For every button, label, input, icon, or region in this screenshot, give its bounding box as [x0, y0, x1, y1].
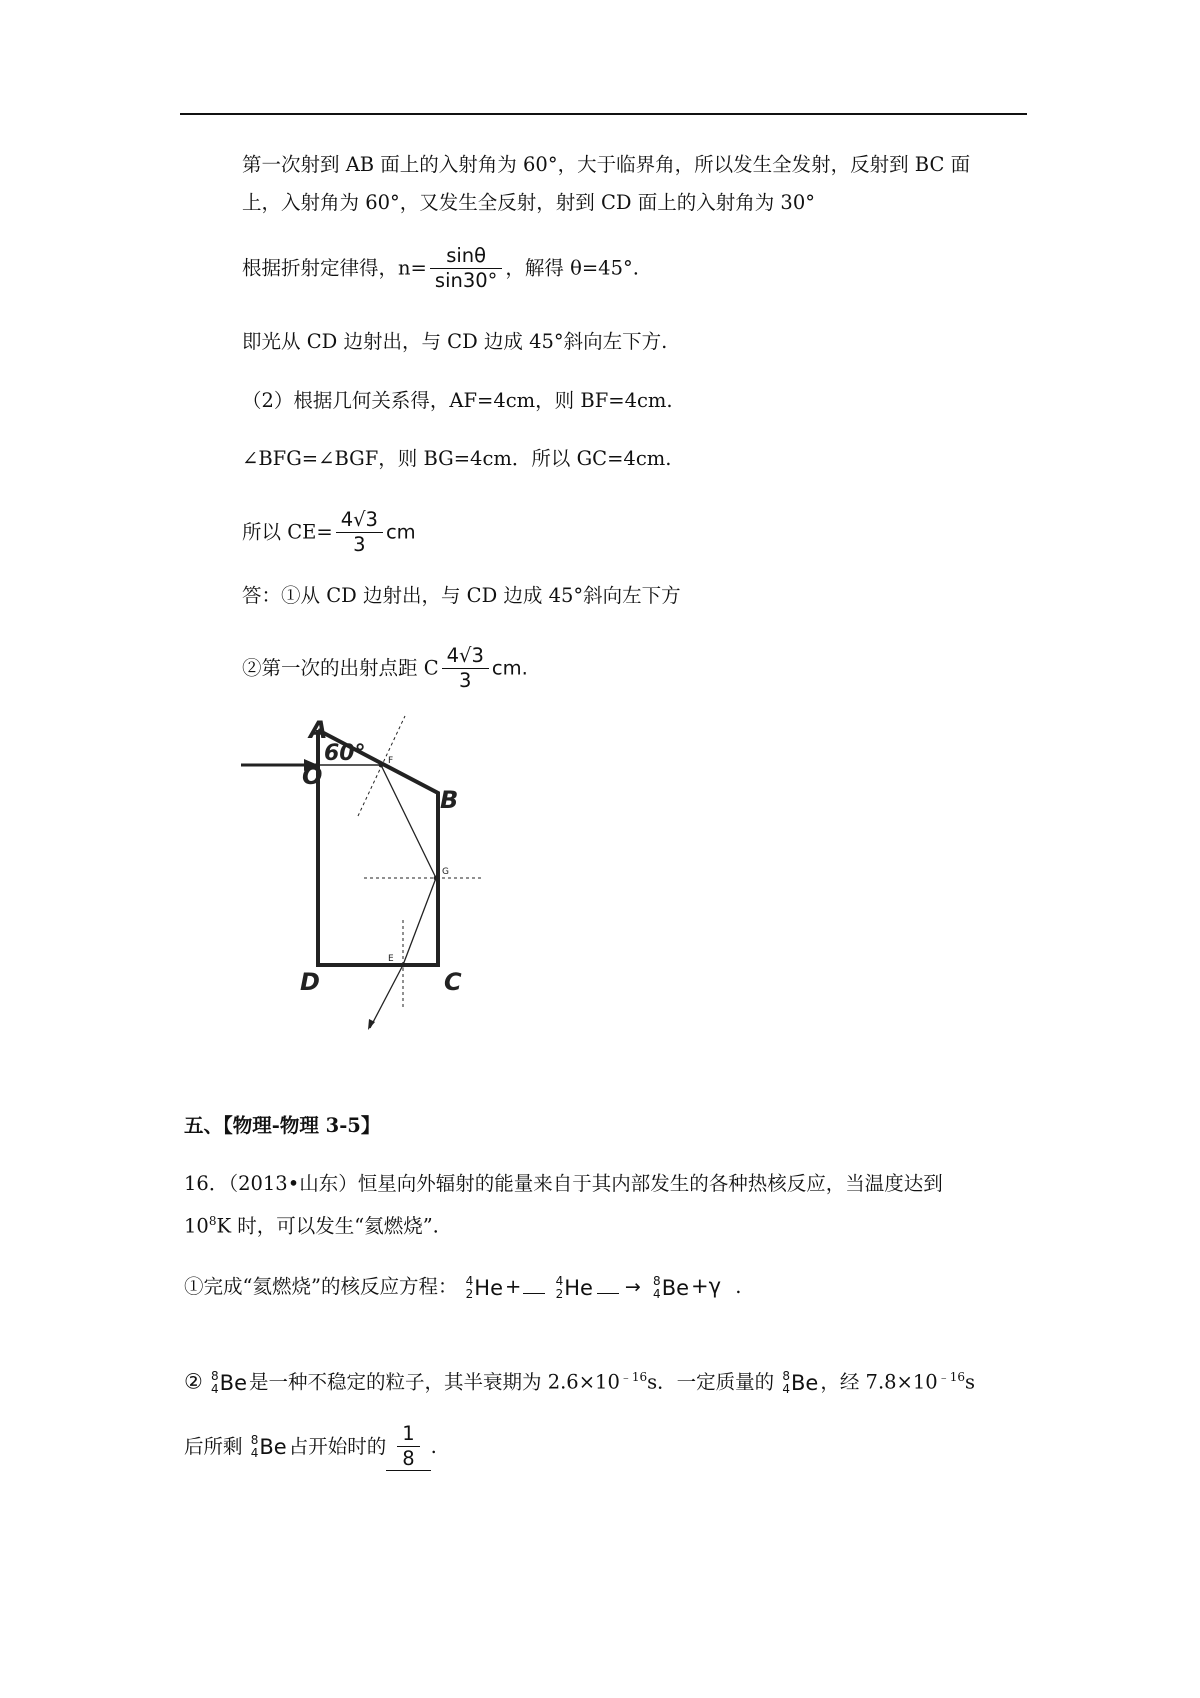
elapsed-time-exponent: ﹣16 [937, 1370, 965, 1384]
prism-diagram [238, 710, 498, 1030]
beryllium-nuclide [211, 1370, 247, 1396]
mass-number: 4 [555, 1273, 564, 1288]
header-rule [180, 113, 1027, 115]
ce-prefix: 所以 CE= [242, 520, 333, 544]
mass-number: 8 [211, 1369, 219, 1383]
point-e [401, 963, 406, 968]
label-d: D [300, 968, 320, 996]
mass-number: 8 [782, 1369, 791, 1383]
label-f: F [388, 756, 394, 766]
point-g [434, 876, 439, 881]
point-f [379, 763, 384, 768]
label-a: A [309, 716, 328, 744]
fraction-denominator: 3 [353, 533, 366, 557]
element-symbol: He [564, 1275, 593, 1300]
element-symbol: Be [661, 1275, 690, 1300]
reaction-equation-line [184, 1273, 741, 1301]
label-e: E [388, 954, 394, 964]
element-symbol: Be [791, 1371, 819, 1395]
beryllium-nuclide [782, 1370, 818, 1396]
answer2-fraction [442, 646, 489, 692]
label-b: B [440, 786, 459, 814]
temperature-base: 10 [184, 1214, 209, 1238]
answer2-unit: cm. [491, 656, 528, 680]
reaction-period: . [735, 1275, 742, 1298]
remaining-prefix: 后所剩 [184, 1434, 243, 1458]
fraction-numerator: 4√3 [336, 510, 383, 533]
beryllium-nuclide [251, 1434, 287, 1460]
remaining-text: 占开始时的 [288, 1434, 387, 1458]
temperature-rest: K 时，可以发生“氦燃烧”. [216, 1214, 439, 1238]
remaining-period: . [430, 1434, 437, 1458]
charge-number: 4 [211, 1382, 219, 1396]
charge-number: 4 [653, 1286, 661, 1301]
solution-line-5: ∠BFG=∠BGF，则 BG=4cm．所以 GC=4cm. [242, 447, 672, 470]
question-16-line-2 [184, 1208, 439, 1240]
solution-line-1: 第一次射到 AB 面上的入射角为 60°，大于临界角，所以发生全发射，反射到 BC 面 [242, 153, 971, 176]
gamma-term: +γ [691, 1274, 722, 1298]
refraction-suffix: ，解得 θ=45°. [505, 256, 639, 280]
helium-nuclide-2 [556, 1275, 593, 1301]
remaining-fraction-answer [386, 1424, 430, 1471]
label-g: G [442, 867, 449, 877]
fraction-numerator: 4√3 [442, 646, 489, 669]
elapsed-time-unit: s [965, 1370, 976, 1394]
angle-label: 60° [324, 741, 366, 766]
remaining-fraction-line [184, 1424, 437, 1471]
answer-line-2 [242, 646, 528, 692]
beryllium-nuclide [653, 1275, 689, 1301]
solution-line-4: （2）根据几何关系得，AF=4cm，则 BF=4cm. [242, 389, 673, 412]
ray-f-to-g [381, 765, 436, 878]
mass-number: 8 [250, 1433, 259, 1448]
helium-nuclide-1 [466, 1275, 503, 1301]
answer-blank [597, 1281, 619, 1294]
element-symbol: He [474, 1275, 504, 1300]
mass-number: 4 [465, 1273, 474, 1288]
ce-fraction [336, 510, 383, 556]
fraction-denominator: sin30° [434, 269, 498, 293]
half-life-text-2: s．一定质量的 [647, 1370, 775, 1394]
mass-number: 8 [653, 1273, 661, 1288]
elapsed-time-text: ，经 7.8×10 [820, 1370, 938, 1394]
refraction-prefix: 根据折射定律得，n= [242, 256, 427, 280]
ce-unit: cm [385, 520, 416, 544]
fraction-denominator: 8 [402, 1447, 415, 1471]
answer-fraction [397, 1424, 419, 1470]
fraction-numerator: sinθ [430, 246, 503, 269]
charge-number: 2 [465, 1286, 474, 1301]
reaction-prompt: ①完成“氦燃烧”的核反应方程： [184, 1275, 458, 1298]
answer-line-1: 答：①从 CD 边射出，与 CD 边成 45°斜向左下方 [242, 584, 681, 607]
question-16-line-1: 16．（2013•山东）恒星向外辐射的能量来自于其内部发生的各种热核反应，当温度达到 [184, 1172, 943, 1195]
ray-e-exit [370, 965, 403, 1028]
half-life-line [184, 1364, 975, 1396]
section-title: 五、【物理-物理 3-5】 [184, 1114, 381, 1137]
plus-sign: + [505, 1275, 522, 1298]
element-symbol: Be [259, 1435, 287, 1460]
charge-number: 4 [250, 1446, 259, 1461]
charge-number: 4 [782, 1382, 791, 1396]
solution-line-2: 上，入射角为 60°，又发生全反射，射到 CD 面上的入射角为 30° [242, 191, 815, 214]
solution-line-3: 即光从 CD 边射出，与 CD 边成 45°斜向左下方. [242, 330, 668, 353]
charge-number: 2 [555, 1286, 564, 1301]
label-c: C [444, 968, 462, 996]
element-symbol: Be [219, 1371, 247, 1395]
half-life-exponent: ﹣16 [619, 1370, 648, 1384]
refraction-fraction [430, 246, 503, 292]
circle-number-2: ② [184, 1369, 203, 1394]
fraction-denominator: 3 [459, 669, 472, 693]
ce-formula-line [242, 510, 416, 556]
half-life-text-1: 是一种不稳定的粒子，其半衰期为 2.6×10 [249, 1370, 620, 1394]
temperature-exponent: 8 [208, 1214, 217, 1228]
fraction-numerator: 1 [397, 1424, 419, 1447]
answer2-prefix: ②第一次的出射点距 C [242, 656, 439, 680]
answer-blank [523, 1281, 545, 1294]
reaction-arrow-icon: → [624, 1276, 641, 1298]
ray-g-to-e [403, 878, 436, 965]
refraction-formula-line [242, 246, 639, 292]
label-o: O [302, 762, 323, 790]
